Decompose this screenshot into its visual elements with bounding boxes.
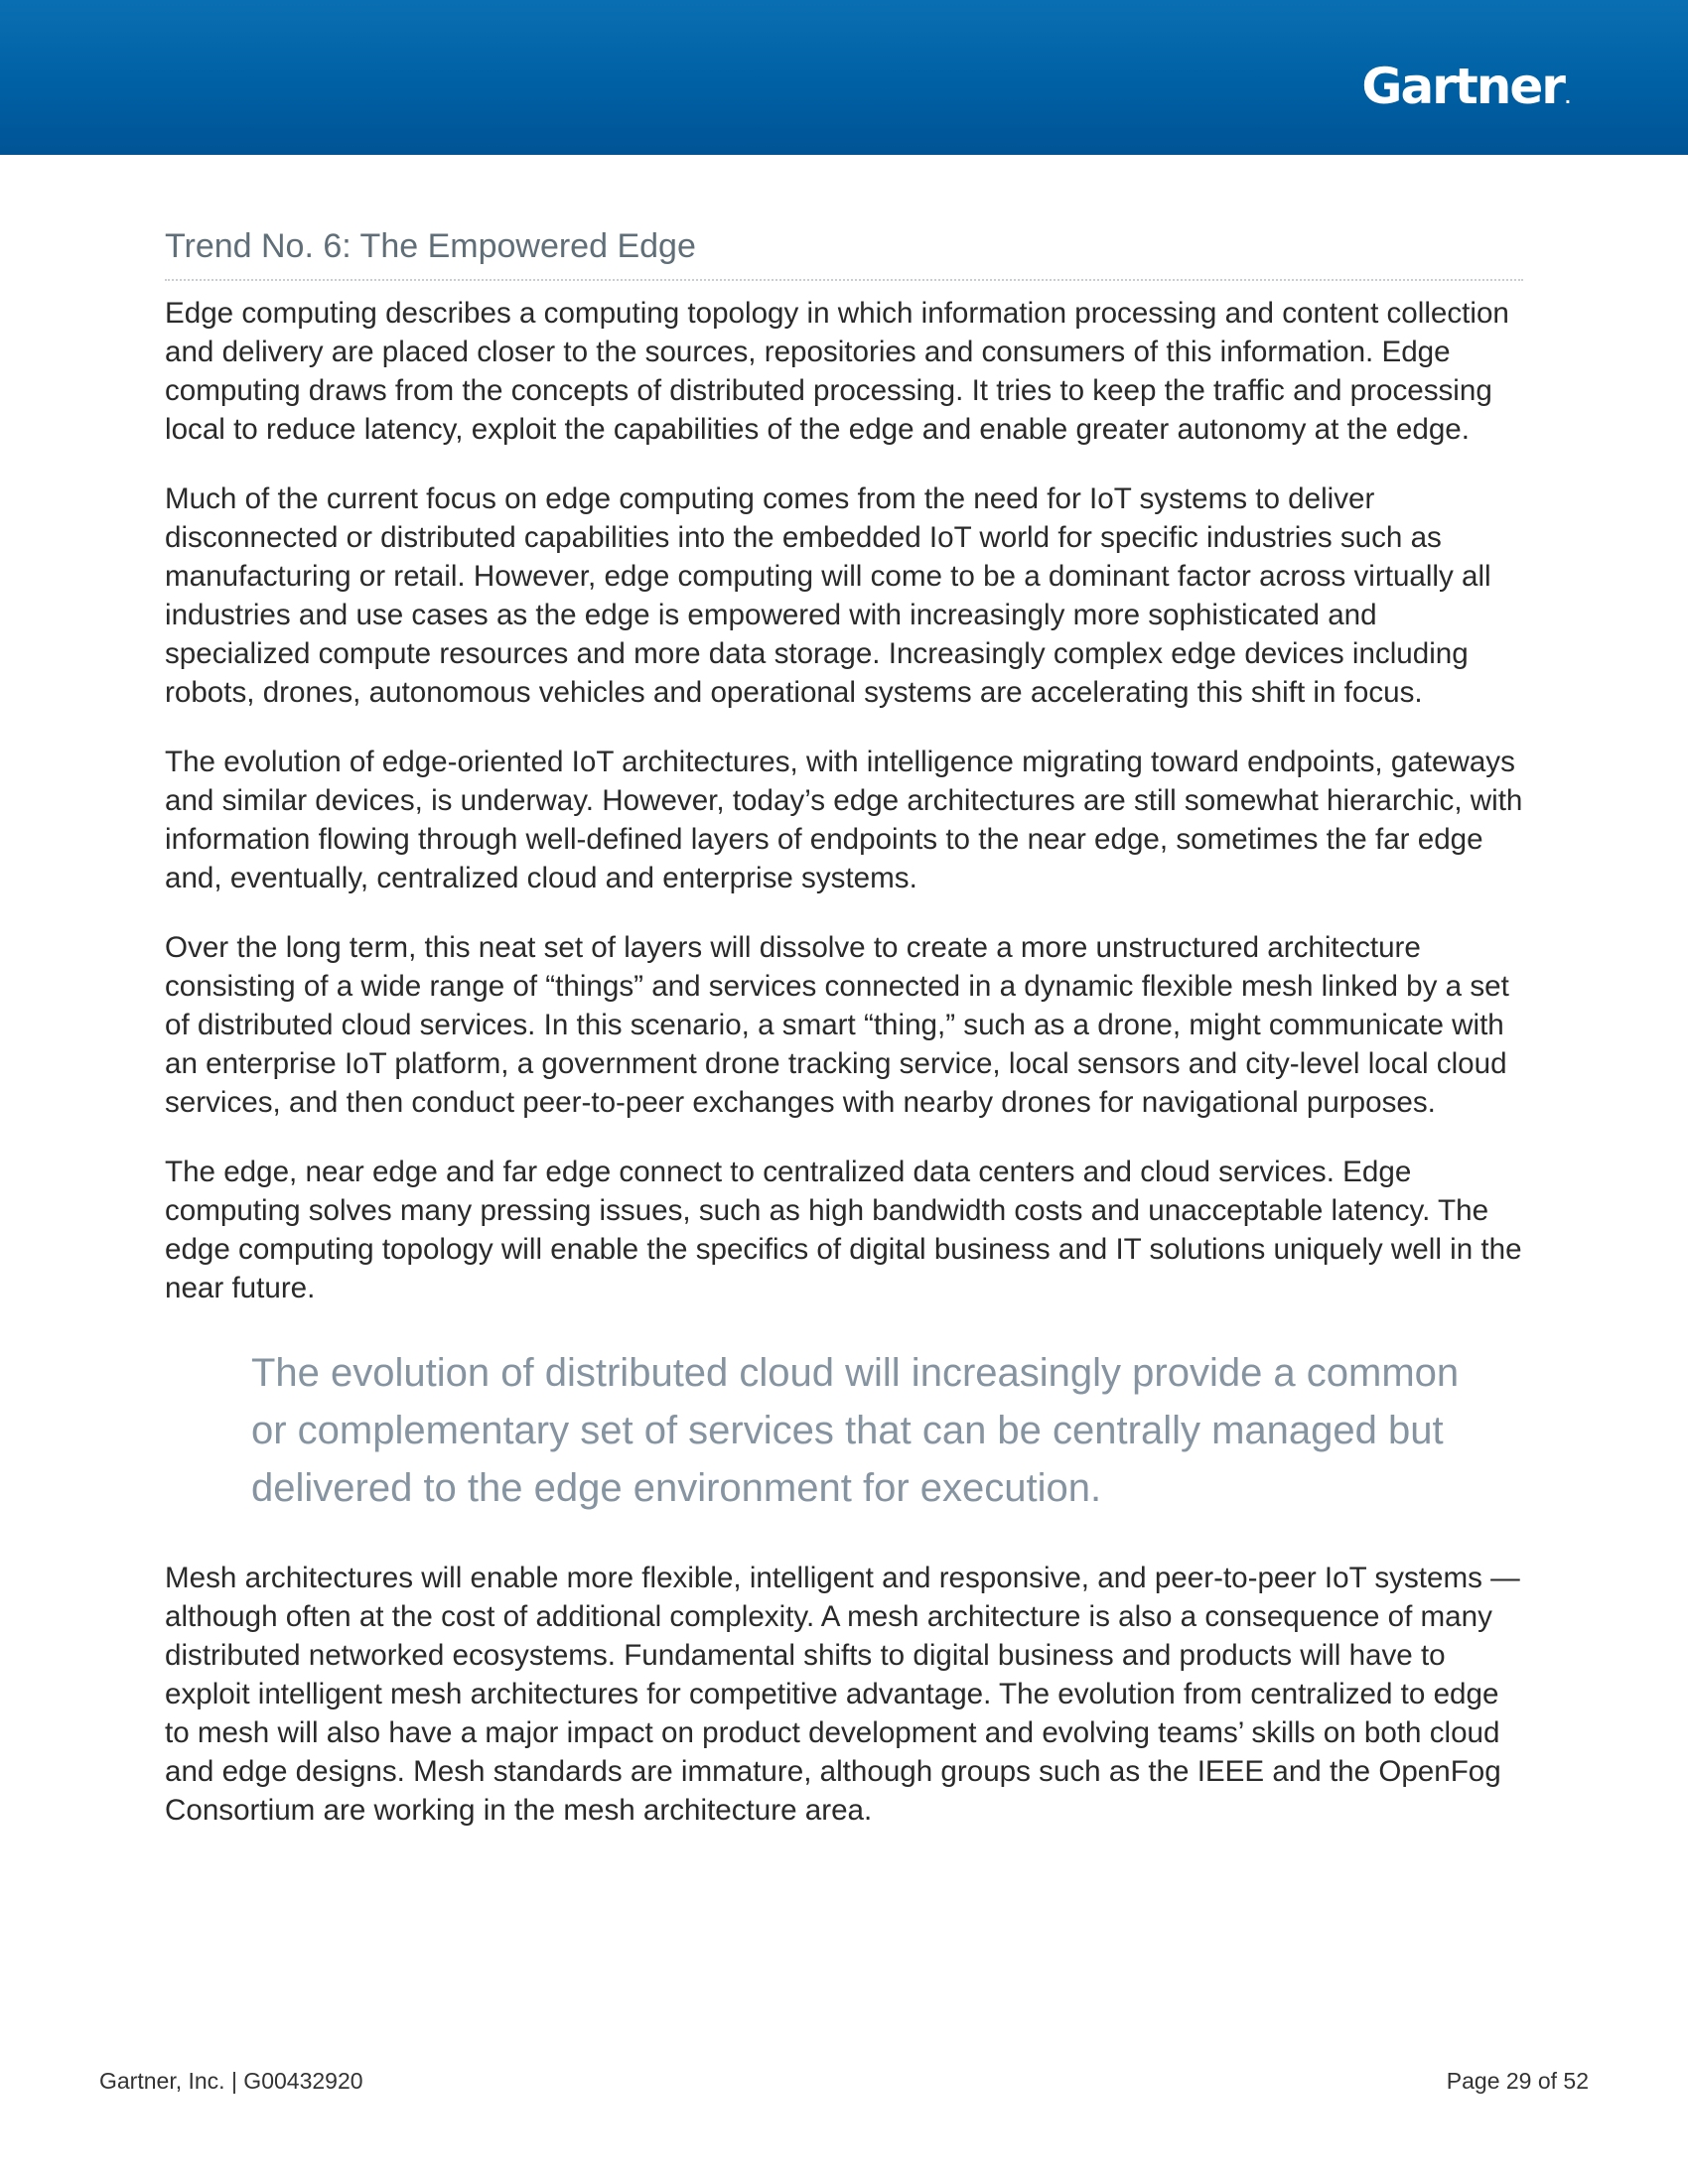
- header-band: [0, 0, 1688, 155]
- pull-quote: The evolution of distributed cloud will increasingly provide a common or complementary set of services that can be centrally managed but delivered to the edge environment for execution.: [251, 1350, 1460, 1510]
- document-content: [165, 226, 1523, 1860]
- footer-document-id: Gartner, Inc. | G00432920: [99, 2068, 363, 2094]
- paragraph-long-term-mesh: Over the long term, this neat set of layers will dissolve to create a more unstructured architecture consisting of a wide range of “things” and services connected in a dynamic flexible mesh linked by a set of distributed cloud services. In this scenario, a smart “thing,” such as a drone, might communicate with an enterprise IoT platform, a government drone tracking service, local sensors and city-level local cloud services, and then conduct peer-to-peer exchanges with nearby drones for navigational purposes.: [165, 930, 1509, 1119]
- paragraph-edge-definition: Edge computing describes a computing topology in which information processing and content collection and delivery are placed closer to the sources, repositories and consumers of this information. Edge computing draws from the concepts of distributed processing. It tries to keep the traffic and processing local to reduce latency, exploit the capabilities of the edge and enable greater autonomy at the edge.: [165, 296, 1509, 446]
- paragraph-mesh-architectures: Mesh architectures will enable more flexible, intelligent and responsive, and peer-to-peer IoT systems — although often at the cost of additional complexity. A mesh architecture is also a consequence of many distributed networked ecosystems. Fundamental shifts to digital business and products will have to exploit intelligent mesh architectures for competitive advantage. The evolution from centralized to edge to mesh will also have a major impact on product development and evolving teams’ skills on both cloud and edge designs. Mesh standards are immature, although groups such as the IEEE and the OpenFog Consortium are working in the mesh architecture area.: [165, 1561, 1520, 1827]
- paragraph-architecture-evolution: The evolution of edge-oriented IoT architectures, with intelligence migrating toward endpoints, gateways and similar devices, is underway. However, today’s edge architectures are still somewhat hierarchic, with information flowing through well-defined layers of endpoints to the near edge, sometimes the far edge and, eventually, centralized cloud and enterprise systems.: [165, 745, 1523, 894]
- paragraph-iot-focus: Much of the current focus on edge computing comes from the need for IoT systems to deliver disconnected or distributed capabilities into the embedded IoT world for specific industries such as manufacturing or retail. However, edge computing will come to be a dominant factor across virtually all industries and use cases as the edge is empowered with increasingly more sophisticated and specialized compute resources and more data storage. Increasingly complex edge devices including robots, drones, autonomous vehicles and operational systems are accelerating this shift in focus.: [165, 481, 1491, 709]
- logo-text: Gartner: [1361, 58, 1564, 115]
- footer-page-number: Page 29 of 52: [1446, 2068, 1589, 2094]
- gartner-logo: [1361, 58, 1569, 115]
- logo-dot: .: [1564, 88, 1569, 107]
- paragraph-edge-connect: The edge, near edge and far edge connect to centralized data centers and cloud services. Edge computing solves many pressing issues, such as high bandwidth costs and unacceptable latency. The edge computing topology will enable the specifics of digital business and IT solutions uniquely well in the near future.: [165, 1155, 1522, 1304]
- section-title: Trend No. 6: The Empowered Edge: [165, 226, 1523, 281]
